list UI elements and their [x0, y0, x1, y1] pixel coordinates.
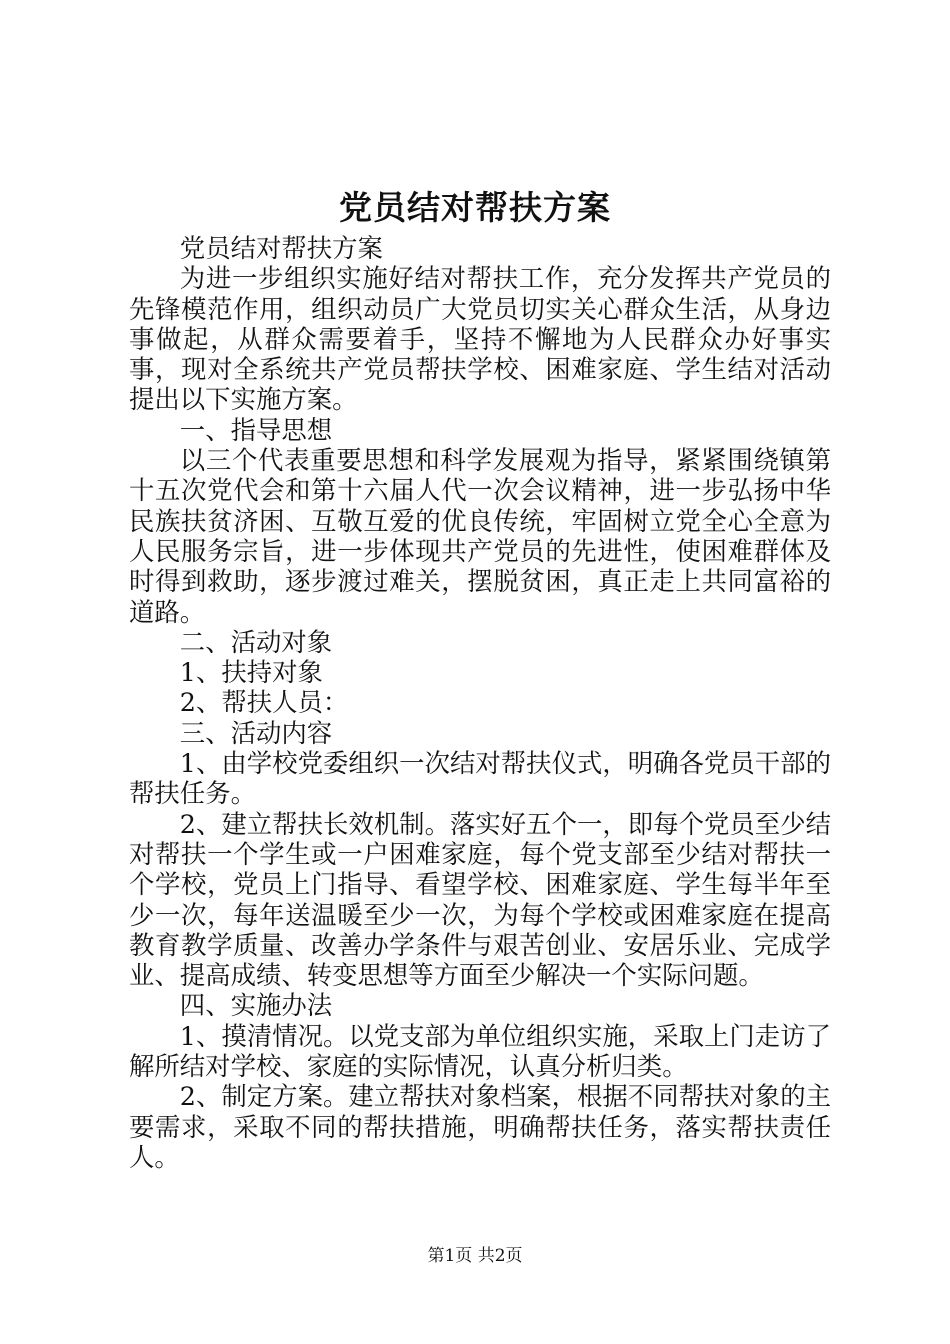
section-heading-activity-targets: 二、活动对象: [179, 626, 333, 657]
list-item-support-targets: 1、扶持对象: [179, 657, 323, 688]
paragraph-intro: 为进一步组织实施好结对帮扶工作，充分发挥共产党员的先锋模范作用，组织动员广大党员切实关心群众生活，从身边事做起，从群众需要着手，坚持不懈地为人民群众办好事实事，现对全系统共产党员帮扶学校、困难家庭、学生结对活动提出以下实施方案。: [129, 263, 831, 415]
page-number: 第1页 共2页: [427, 1246, 523, 1266]
list-item-make-plan: 2、制定方案。建立帮扶对象档案，根据不同帮扶对象的主要需求，采取不同的帮扶措施，明确帮扶任务，落实帮扶责任人。: [129, 1081, 831, 1172]
list-item-ceremony: 1、由学校党委组织一次结对帮扶仪式，明确各党员干部的帮扶任务。: [129, 748, 831, 809]
document-body: [129, 233, 831, 1172]
list-item-investigate: 1、摸清情况。以党支部为单位组织实施，采取上门走访了解所结对学校、家庭的实际情况，认真分析归类。: [129, 1020, 831, 1082]
section-heading-guiding-ideology: 一、指导思想: [179, 414, 333, 445]
section-heading-activity-content: 三、活动内容: [179, 717, 333, 748]
list-item-support-personnel: 2、帮扶人员：: [179, 687, 349, 718]
list-item-long-term-mechanism: 2、建立帮扶长效机制。落实好五个一，即每个党员至少结对帮扶一个学生或一户困难家庭，每个党支部至少结对帮扶一个学校，党员上门指导、看望学校、困难家庭、学生每半年至少一次，每年送温暖至少一次，为每个学校或困难家庭在提高教育教学质量、改善办学条件与艰苦创业、安居乐业、完成学业、提高成绩、转变思想等方面至少解决一个实际问题。: [129, 808, 831, 991]
paragraph-guiding-ideology: 以三个代表重要思想和科学发展观为指导，紧紧围绕镇第十五次党代会和第十六届人代一次会议精神，进一步弘扬中华民族扶贫济困、互敬互爱的优良传统，牢固树立党全心全意为人民服务宗旨，进一步体现共产党员的先进性，使困难群体及时得到救助，逐步渡过难关，摆脱贫困，真正走上共同富裕的道路。: [129, 445, 831, 627]
section-heading-implementation: 四、实施办法: [179, 990, 333, 1021]
paragraph-subtitle: 党员结对帮扶方案: [179, 233, 383, 263]
document-title: 党员结对帮扶方案: [339, 188, 611, 227]
